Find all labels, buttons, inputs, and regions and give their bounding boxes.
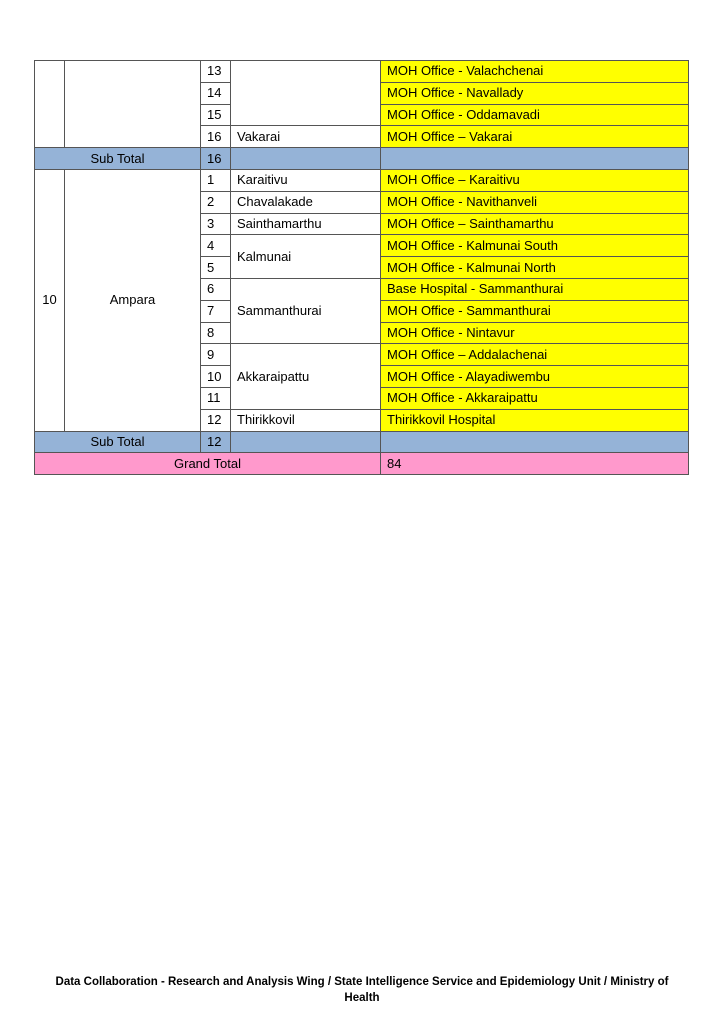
- table-row: [35, 169, 689, 191]
- subtotal-value: 16: [201, 148, 231, 170]
- facility-cell: MOH Office – Karaitivu: [381, 169, 689, 191]
- page-footer: [0, 974, 724, 1006]
- footer-line: Data Collaboration - Research and Analysis Wing / State Intelligence Service and Epidemiology Unit / Ministry of: [55, 976, 669, 988]
- row-number: 2: [201, 191, 231, 213]
- row-number: 9: [201, 344, 231, 366]
- row-number: 4: [201, 235, 231, 257]
- facility-cell: MOH Office – Sainthamarthu: [381, 213, 689, 235]
- facility-cell: MOH Office - Akkaraipattu: [381, 387, 689, 409]
- grand-total-value: 84: [381, 453, 689, 475]
- facility-cell: Thirikkovil Hospital: [381, 409, 689, 431]
- subtotal-empty-cell: [381, 148, 689, 170]
- row-number: 15: [201, 104, 231, 126]
- subtotal-value: 12: [201, 431, 231, 453]
- subtotal-empty-cell: [231, 148, 381, 170]
- area-cell: Karaitivu: [231, 169, 381, 191]
- subtotal-label: Sub Total: [35, 431, 201, 453]
- row-number: 8: [201, 322, 231, 344]
- facility-cell: MOH Office - Sammanthurai: [381, 300, 689, 322]
- row-number: 6: [201, 278, 231, 300]
- subtotal-empty-cell: [231, 431, 381, 453]
- row-number: 13: [201, 61, 231, 83]
- facility-cell: MOH Office - Alayadiwembu: [381, 366, 689, 388]
- row-number: 3: [201, 213, 231, 235]
- row-number: 14: [201, 82, 231, 104]
- facility-cell: MOH Office - Oddamavadi: [381, 104, 689, 126]
- facilities-table: [34, 60, 689, 475]
- row-number: 16: [201, 126, 231, 148]
- subtotal-empty-cell: [381, 431, 689, 453]
- row-number: 7: [201, 300, 231, 322]
- area-cell: [231, 61, 381, 126]
- facility-cell: MOH Office - Kalmunai South: [381, 235, 689, 257]
- facility-cell: Base Hospital - Sammanthurai: [381, 278, 689, 300]
- facility-cell: MOH Office - Navallady: [381, 82, 689, 104]
- facility-cell: MOH Office - Kalmunai North: [381, 257, 689, 279]
- facility-cell: MOH Office – Addalachenai: [381, 344, 689, 366]
- grand-total-label: Grand Total: [35, 453, 381, 475]
- area-cell: Sammanthurai: [231, 278, 381, 343]
- district-name-cell: [65, 61, 201, 148]
- grand-total-row: [35, 453, 689, 475]
- row-number: 11: [201, 387, 231, 409]
- row-number: 12: [201, 409, 231, 431]
- area-cell: Sainthamarthu: [231, 213, 381, 235]
- area-cell: Vakarai: [231, 126, 381, 148]
- subtotal-row: [35, 148, 689, 170]
- district-number-cell: 10: [35, 169, 65, 431]
- area-cell: Akkaraipattu: [231, 344, 381, 409]
- table-row: [35, 61, 689, 83]
- row-number: 1: [201, 169, 231, 191]
- district-number-cell: [35, 61, 65, 148]
- area-cell: Chavalakade: [231, 191, 381, 213]
- subtotal-label: Sub Total: [35, 148, 201, 170]
- subtotal-row: [35, 431, 689, 453]
- row-number: 5: [201, 257, 231, 279]
- facility-cell: MOH Office - Navithanveli: [381, 191, 689, 213]
- footer-line: Health: [344, 992, 380, 1004]
- district-name-cell: Ampara: [65, 169, 201, 431]
- area-cell: Kalmunai: [231, 235, 381, 279]
- facility-cell: MOH Office - Valachchenai: [381, 61, 689, 83]
- area-cell: Thirikkovil: [231, 409, 381, 431]
- row-number: 10: [201, 366, 231, 388]
- facility-cell: MOH Office - Nintavur: [381, 322, 689, 344]
- facility-cell: MOH Office – Vakarai: [381, 126, 689, 148]
